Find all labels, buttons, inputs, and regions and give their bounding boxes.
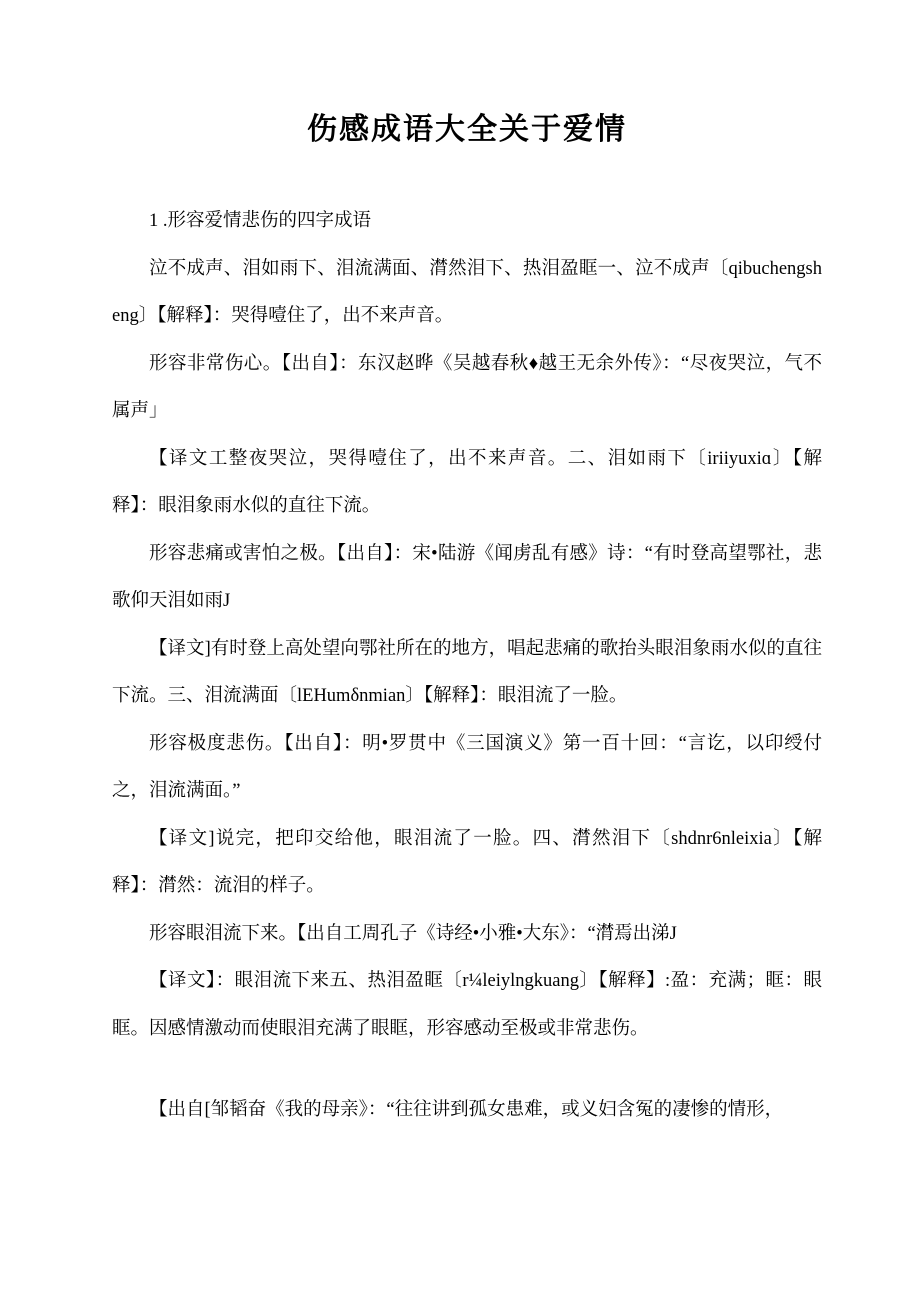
paragraph: 形容悲痛或害怕之极。【出自】：宋•陆游《闻虏乱有感》诗：“有时登高望鄂社，悲歌仰天泪如雨J — [112, 543, 822, 611]
paragraph: 形容极度悲伤。【出自】：明•罗贯中《三国演义》第一百十回：“言讫，以印绶付之，泪流满面。” — [112, 733, 822, 801]
paragraph: 形容眼泪流下来。【出自工周孔子《诗经•小雅•大东》：“潸焉出涕J — [149, 923, 677, 944]
paragraph: 【译文]说完，把印交给他，眼泪流了一脸。四、潸然泪下〔shdnr6nleixia〕【解释】：潸然：流泪的样子。 — [112, 828, 822, 896]
paragraph: 形容非常伤心。【出自】：东汉赵晔《吴越春秋♦越王无余外传》：“尽夜哭泣，气不属声」 — [112, 353, 822, 421]
paragraph: 【译文]有时登上高处望向鄂社所在的地方，唱起悲痛的歌抬头眼泪象雨水似的直往下流。三、泪流满面〔lEHumδnmian〕【解释】：眼泪流了一脸。 — [112, 638, 822, 706]
paragraph: 1 .形容爱情悲伤的四字成语 — [149, 211, 372, 231]
paragraph: 【出自[邹韬奋《我的母亲》：“往往讲到孤女患难，或义妇含冤的凄惨的情形， — [149, 1100, 784, 1120]
document-title: 伤感成语大全关于爱情 — [307, 113, 627, 146]
paragraph: 【译文工整夜哭泣，哭得噎住了，出不来声音。二、泪如雨下〔iriiyuxiɑ〕【解释】：眼泪象雨水似的直往下流。 — [112, 448, 822, 516]
paragraph: 泣不成声、泪如雨下、泪流满面、潸然泪下、热泪盈眶一、泣不成声〔qibuchengsheng〕【解释】：哭得噎住了，出不来声音。 — [112, 258, 822, 326]
paragraph: 【译文】：眼泪流下来五、热泪盈眶〔r¼leiylngkuang〕【解释】:盈：充满；眶：眼眶。因感情激动而使眼泪充满了眼眶，形容感动至极或非常悲伤。 — [112, 971, 822, 1039]
